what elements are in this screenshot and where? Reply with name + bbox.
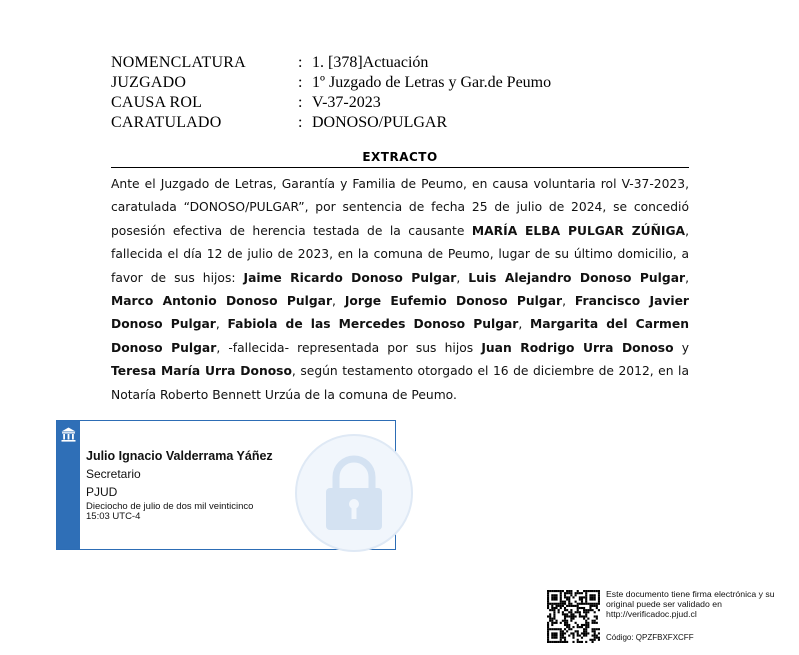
- courthouse-icon: [61, 427, 76, 443]
- text-run: Ante el Juzgado de Letras, Garantía y Familia de Peumo, en causa voluntaria rol V-37-2023, caratulada “DONOSO/PULGAR”, por sentencia de fecha 25 de julio de 2024, se concedió posesión efectiva de herencia testada de la causante: [111, 177, 689, 238]
- extracto-body: [111, 173, 689, 407]
- signature-time-line: 15:03 UTC-4: [86, 511, 141, 522]
- text-run: ,: [562, 294, 575, 309]
- text-run: , fallecida el día 12 de julio de 2023, en la comuna de Peumo, lugar de su último domicilio, a favor de sus hijos:: [111, 223, 689, 285]
- header-value: 1. [378]Actuación: [312, 54, 429, 71]
- title-divider: [111, 167, 689, 168]
- lock-icon: [294, 433, 414, 553]
- header-label: NOMENCLATURA: [111, 54, 246, 71]
- text-run: ,: [685, 270, 689, 285]
- header-row-caratulado: [111, 113, 551, 133]
- text-run: , -fallecida- representada por sus hijos: [216, 340, 482, 355]
- bold-name: Fabiola de las Mercedes Donoso Pulgar: [227, 317, 519, 332]
- text-run: ,: [518, 317, 530, 332]
- header-row-juzgado: [111, 73, 551, 93]
- signature-accent-bar: [57, 421, 80, 549]
- verification-code: Código: QPZFBXFXCFF: [606, 633, 694, 642]
- bold-name: Teresa María Urra Donoso: [111, 364, 292, 379]
- header-label: JUZGADO: [111, 74, 187, 91]
- bold-name: Luis Alejandro Donoso Pulgar: [468, 270, 686, 285]
- signature-box: [56, 420, 396, 550]
- header-value: V-37-2023: [312, 94, 381, 111]
- bold-name: MARÍA ELBA PULGAR ZÚÑIGA: [471, 223, 686, 238]
- signer-name: Julio Ignacio Valderrama Yáñez: [86, 449, 273, 463]
- header-value: DONOSO/PULGAR: [312, 114, 448, 131]
- qr-code-icon[interactable]: [547, 590, 600, 643]
- header-sep: :: [298, 94, 303, 111]
- header-block: [111, 53, 551, 133]
- header-sep: :: [298, 54, 303, 71]
- bold-name: Juan Rodrigo Urra Donoso: [481, 340, 674, 355]
- header-value: 1º Juzgado de Letras y Gar.de Peumo: [312, 74, 552, 91]
- text-run: , según testamento otorgado el 16 de diciembre de 2012, en la Notaría Roberto Bennett Urzúa de la comuna de Peumo.: [111, 364, 690, 402]
- bold-name: Margarita del Carmen Donoso Pulgar: [111, 317, 689, 355]
- header-row-causa-rol: [111, 93, 551, 113]
- text-run: y: [673, 340, 690, 355]
- header-sep: :: [298, 114, 303, 131]
- text-run: ,: [456, 270, 469, 285]
- signature-date: [86, 502, 253, 522]
- signer-org: PJUD: [86, 485, 118, 499]
- header-sep: :: [298, 74, 303, 91]
- extracto-title: EXTRACTO: [362, 150, 438, 164]
- text-run: ,: [215, 317, 228, 332]
- bold-name: Francisco Javier Donoso Pulgar: [111, 294, 689, 332]
- verification-note: Este documento tiene firma electrónica y su original puede ser validado en http://verificadoc.pjud.cl: [606, 589, 775, 620]
- header-row-nomenclatura: [111, 53, 551, 73]
- bold-name: Jorge Eufemio Donoso Pulgar: [344, 294, 563, 309]
- text-run: ,: [332, 294, 345, 309]
- header-label: CAUSA ROL: [111, 94, 203, 111]
- signature-date-line: Dieciocho de julio de dos mil veinticinco: [86, 501, 254, 512]
- header-label: CARATULADO: [111, 114, 222, 131]
- bold-name: Marco Antonio Donoso Pulgar: [111, 294, 333, 309]
- signer-role: Secretario: [86, 467, 141, 481]
- bold-name: Jaime Ricardo Donoso Pulgar: [243, 270, 457, 285]
